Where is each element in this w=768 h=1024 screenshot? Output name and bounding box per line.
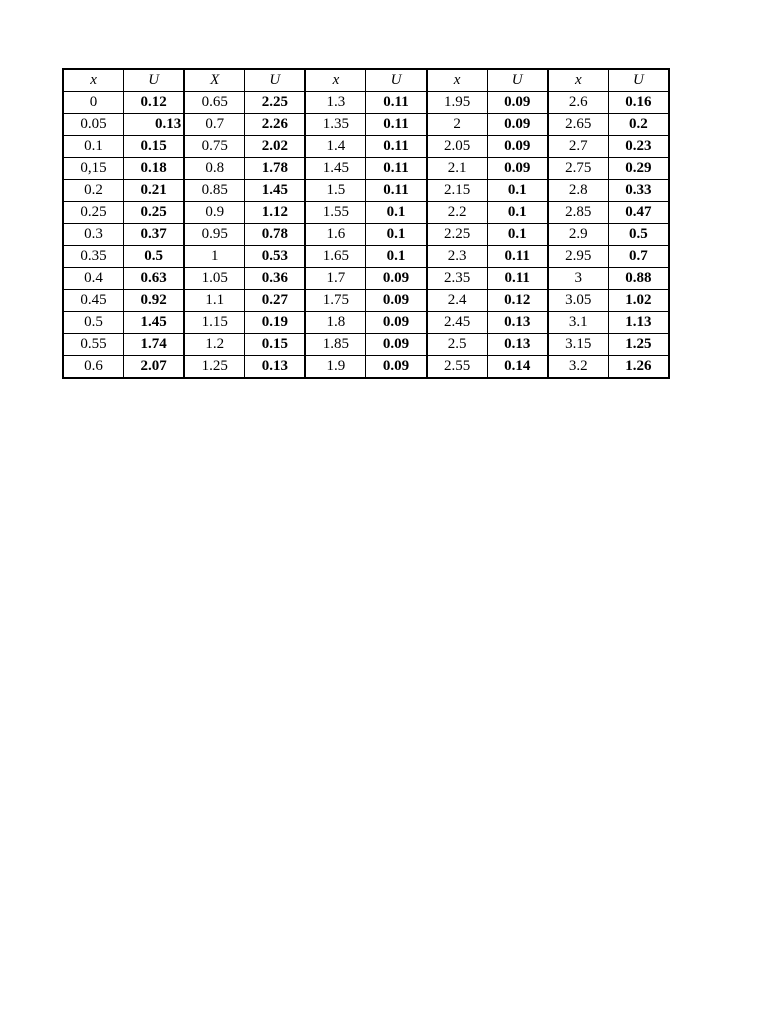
- table-cell: 0.33: [608, 180, 669, 202]
- table-cell: 0.09: [366, 356, 427, 379]
- table-cell: 0.09: [366, 290, 427, 312]
- table-cell: 0.19: [245, 312, 306, 334]
- table-cell: 1.6: [305, 224, 366, 246]
- table-cell: 0.3: [63, 224, 124, 246]
- table-row: [63, 158, 669, 180]
- table-cell: 0.85: [184, 180, 245, 202]
- table-cell: 0.7: [184, 114, 245, 136]
- table-cell: 0,15: [63, 158, 124, 180]
- table-cell: 0.65: [184, 92, 245, 114]
- table-cell: 2.85: [548, 202, 609, 224]
- table-row: [63, 312, 669, 334]
- data-table: [62, 68, 670, 379]
- table-cell: 2.65: [548, 114, 609, 136]
- table-header-row: [63, 69, 669, 92]
- table-cell: 1.13: [608, 312, 669, 334]
- column-header: x: [548, 69, 609, 92]
- table-cell: 1.55: [305, 202, 366, 224]
- table-cell: 2.2: [427, 202, 488, 224]
- table-cell: 0.25: [63, 202, 124, 224]
- table-cell: 2.75: [548, 158, 609, 180]
- table-cell: 1.74: [124, 334, 185, 356]
- table-cell: 1.02: [608, 290, 669, 312]
- table-cell: 0.1: [63, 136, 124, 158]
- table-cell: 1.5: [305, 180, 366, 202]
- table-cell: 0.78: [245, 224, 306, 246]
- table-cell: 0.11: [487, 246, 548, 268]
- table-cell: 1.3: [305, 92, 366, 114]
- table-row: [63, 356, 669, 379]
- table-cell: 0.35: [63, 246, 124, 268]
- table-row: [63, 202, 669, 224]
- table-cell: 0.37: [124, 224, 185, 246]
- column-header: U: [487, 69, 548, 92]
- table-cell: 3.15: [548, 334, 609, 356]
- table-cell: 3.2: [548, 356, 609, 379]
- table-row: [63, 334, 669, 356]
- table-row: [63, 290, 669, 312]
- table-cell: 2.25: [427, 224, 488, 246]
- table-cell: 2.5: [427, 334, 488, 356]
- table-cell: 2.05: [427, 136, 488, 158]
- table-cell: 2.3: [427, 246, 488, 268]
- table-row: [63, 246, 669, 268]
- table-cell: 2.7: [548, 136, 609, 158]
- table-cell: 0.63: [124, 268, 185, 290]
- table-cell: 0.5: [63, 312, 124, 334]
- table-cell: 1.26: [608, 356, 669, 379]
- table-cell: 0.75: [184, 136, 245, 158]
- table-cell: 1.1: [184, 290, 245, 312]
- table-cell: 1.45: [245, 180, 306, 202]
- table-cell: 2.8: [548, 180, 609, 202]
- table-cell: 0.13: [487, 312, 548, 334]
- table-cell: 0.13: [245, 356, 306, 379]
- table-cell: 2.1: [427, 158, 488, 180]
- column-header: X: [184, 69, 245, 92]
- table-cell: 1.8: [305, 312, 366, 334]
- table-cell: 2.4: [427, 290, 488, 312]
- table-cell: 1.85: [305, 334, 366, 356]
- table-cell: 0.8: [184, 158, 245, 180]
- column-header: x: [427, 69, 488, 92]
- table-cell: 3.05: [548, 290, 609, 312]
- table-cell: 0.09: [366, 268, 427, 290]
- table-cell: 0.12: [124, 92, 185, 114]
- table-cell: 0.5: [124, 246, 185, 268]
- table-cell: 0.13: [487, 334, 548, 356]
- table-cell: 0.11: [366, 158, 427, 180]
- table-cell: 2.15: [427, 180, 488, 202]
- table-cell: 1.78: [245, 158, 306, 180]
- table-cell: 0.1: [366, 202, 427, 224]
- table-cell: 3: [548, 268, 609, 290]
- table-cell: 0.09: [487, 92, 548, 114]
- table-cell: 0: [63, 92, 124, 114]
- table-row: [63, 92, 669, 114]
- table-cell: 0.9: [184, 202, 245, 224]
- table-cell: 0.23: [608, 136, 669, 158]
- table-cell: 1.05: [184, 268, 245, 290]
- table-cell: 2: [427, 114, 488, 136]
- table-cell: 1.7: [305, 268, 366, 290]
- table-cell: 0.1: [366, 224, 427, 246]
- table-cell: 0.09: [487, 136, 548, 158]
- table-cell: 2.35: [427, 268, 488, 290]
- table-cell: 0.1: [487, 202, 548, 224]
- table-cell: 0.11: [366, 114, 427, 136]
- table-cell: 0.11: [366, 180, 427, 202]
- table-row: [63, 136, 669, 158]
- table-cell: 3.1: [548, 312, 609, 334]
- table-cell: 0.1: [487, 180, 548, 202]
- column-header: U: [366, 69, 427, 92]
- table-cell: 1.45: [124, 312, 185, 334]
- table-cell: 0.09: [487, 158, 548, 180]
- table-cell: 1.25: [608, 334, 669, 356]
- table-cell: 0.5: [608, 224, 669, 246]
- table-row: [63, 114, 669, 136]
- table-cell: 0.21: [124, 180, 185, 202]
- table-cell: 0.2: [63, 180, 124, 202]
- table-cell: 0.1: [487, 224, 548, 246]
- table-row: [63, 180, 669, 202]
- table-cell: 0.11: [487, 268, 548, 290]
- table-cell: 0.11: [366, 92, 427, 114]
- table-cell: 0.2: [608, 114, 669, 136]
- table-cell: 1.25: [184, 356, 245, 379]
- table-cell: 0.47: [608, 202, 669, 224]
- table-cell: 2.9: [548, 224, 609, 246]
- table-cell: 1.2: [184, 334, 245, 356]
- table-cell: 0.13: [124, 114, 185, 136]
- table-cell: 0.15: [124, 136, 185, 158]
- table-cell: 0.12: [487, 290, 548, 312]
- table-cell: 0.09: [487, 114, 548, 136]
- table-cell: 1.4: [305, 136, 366, 158]
- column-header: x: [63, 69, 124, 92]
- table-row: [63, 224, 669, 246]
- table-cell: 0.09: [366, 312, 427, 334]
- table-cell: 0.55: [63, 334, 124, 356]
- table-cell: 0.6: [63, 356, 124, 379]
- table-cell: 1.65: [305, 246, 366, 268]
- table-cell: 1.9: [305, 356, 366, 379]
- table-cell: 0.16: [608, 92, 669, 114]
- table-cell: 0.36: [245, 268, 306, 290]
- table-cell: 2.95: [548, 246, 609, 268]
- table-cell: 0.4: [63, 268, 124, 290]
- table-cell: 1.95: [427, 92, 488, 114]
- table-body: [63, 69, 669, 378]
- table-cell: 0.7: [608, 246, 669, 268]
- table-cell: 2.07: [124, 356, 185, 379]
- table-cell: 2.55: [427, 356, 488, 379]
- table-cell: 2.26: [245, 114, 306, 136]
- table-row: [63, 268, 669, 290]
- table-cell: 0.88: [608, 268, 669, 290]
- column-header: U: [245, 69, 306, 92]
- column-header: U: [608, 69, 669, 92]
- table-cell: 0.11: [366, 136, 427, 158]
- table-cell: 2.25: [245, 92, 306, 114]
- table-cell: 0.05: [63, 114, 124, 136]
- table-cell: 0.18: [124, 158, 185, 180]
- table-cell: 0.14: [487, 356, 548, 379]
- table-cell: 0.25: [124, 202, 185, 224]
- column-header: U: [124, 69, 185, 92]
- table-cell: 2.6: [548, 92, 609, 114]
- table-cell: 0.15: [245, 334, 306, 356]
- table-cell: 0.45: [63, 290, 124, 312]
- column-header: x: [305, 69, 366, 92]
- table-cell: 0.53: [245, 246, 306, 268]
- table-cell: 2.45: [427, 312, 488, 334]
- table-cell: 0.1: [366, 246, 427, 268]
- table-cell: 1.35: [305, 114, 366, 136]
- table-cell: 1.45: [305, 158, 366, 180]
- table-cell: 0.27: [245, 290, 306, 312]
- table-cell: 0.95: [184, 224, 245, 246]
- table-cell: 0.92: [124, 290, 185, 312]
- table-cell: 1.75: [305, 290, 366, 312]
- table-cell: 0.09: [366, 334, 427, 356]
- table-cell: 2.02: [245, 136, 306, 158]
- table-cell: 1: [184, 246, 245, 268]
- table-cell: 0.29: [608, 158, 669, 180]
- table-cell: 1.12: [245, 202, 306, 224]
- table-cell: 1.15: [184, 312, 245, 334]
